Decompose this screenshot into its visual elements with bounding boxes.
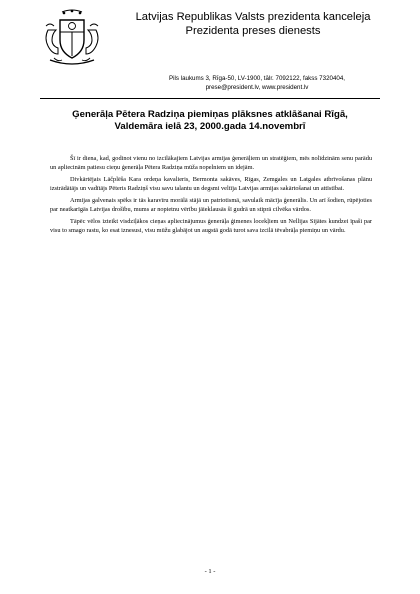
page-number: - 1 - (204, 568, 216, 575)
paragraph: Armijas galvenais spēks ir tās karavīru morālā stājā un patriotismā, savulaik mācīja ģenerālis. Un arī šodien, rūpējoties par neatkarīgās Latvijas drošību, mums ar nopietnu vērību jāieklausās šī gudrā un stiprā cilvēka vārdos. (50, 197, 372, 213)
title-line-2: Valdemāra ielā 23, 2000.gada 14.novembrī (114, 121, 306, 132)
email-web-line: prese@president.lv, www.president.lv (205, 84, 309, 91)
department-name: Prezidenta preses dienests (185, 25, 321, 37)
paragraph: Tāpēc vēlos izteikt visdziļākos cieņas apliecinājumus ģenerāļa ģimenes locekļiem un Nellijas Sijātes kundzei īpaši par visu to smago rastu, ko esat iznesusi, visu mūžu glabājot un augstā godā turot sava izcilā tēvabrāļa piemiņu un vārdu. (50, 218, 372, 234)
speech-body (50, 155, 372, 239)
coat-of-arms-icon (40, 8, 104, 68)
paragraph: Divkārtējais Lāčplēša Kara ordeņa kavalieris, Bermonta sakāves, Rīgas, Zemgales un Latgales atbrīvošanas plānu izstrādātājs un vadītājs Pēteris Radziņš visu savu talantu un degsmi veltīja Latvijas armijas sakārtošanai un attīstībai. (50, 176, 372, 192)
organization-name: Latvijas Republikas Valsts prezidenta kanceleja (135, 11, 371, 23)
contact-block (112, 74, 402, 92)
document-title (40, 109, 380, 133)
title-line-1: Ģenerāļa Pētera Radziņa piemiņas plāksnes atklāšanai Rīgā, (72, 109, 348, 120)
paragraph: Šī ir diena, kad, godinot vienu no izcilākajiem Latvijas armijas ģenerāļiem un stratēģiem, mēs nolīdzinām senu parādu un apliecinām patiesu cieņu ģenerāļa Pētera Radziņa mūža nopelniem un idejām. (50, 155, 372, 171)
header-divider (40, 98, 380, 99)
address-line: Pils laukums 3, Rīga-50, LV-1900, tālr. 7092122, fakss 7320404, (169, 75, 345, 82)
letterhead (108, 10, 398, 38)
